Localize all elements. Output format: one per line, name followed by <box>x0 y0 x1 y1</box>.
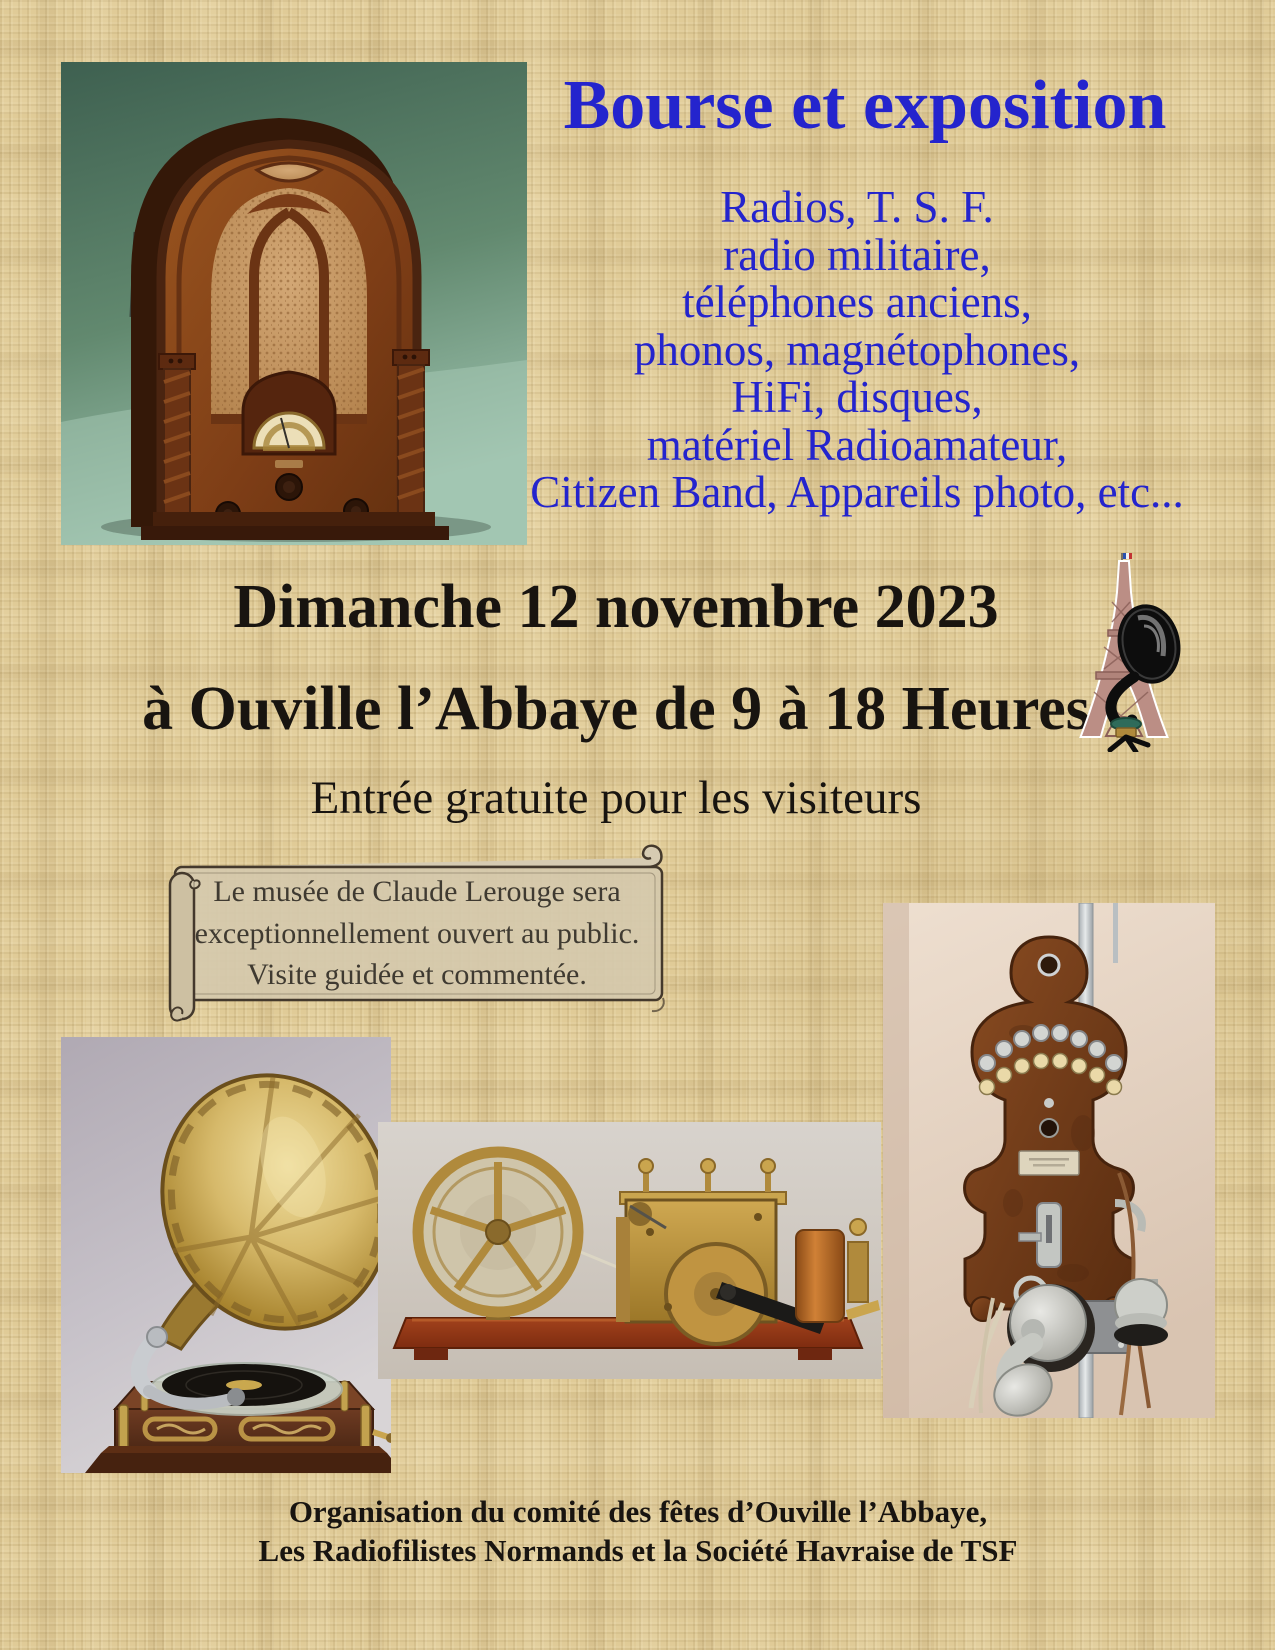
items-list <box>510 184 1204 517</box>
item-line: radio militaire, <box>723 229 991 280</box>
date-line: Dimanche 12 novembre 2023 <box>233 573 999 641</box>
scroll-line: exceptionnellement ouvert au public. <box>194 916 640 950</box>
cathedral-radio-photo <box>61 62 527 545</box>
item-line: HiFi, disques, <box>731 372 983 422</box>
footer-line-2: Les Radiofilistes Normands et la Société Havraise de TSF <box>258 1533 1018 1568</box>
item-line: phonos, magnétophones, <box>633 324 1081 375</box>
item-line: Radios, T. S. F. <box>720 182 994 232</box>
item-line: matériel Radioamateur, <box>646 419 1068 470</box>
scroll-text <box>180 871 654 996</box>
wall-telephone-photo <box>883 903 1215 1418</box>
poster-title: Bourse et exposition <box>563 67 1167 144</box>
item-line: téléphones anciens, <box>682 277 1032 327</box>
morse-telegraph-photo <box>378 1122 881 1379</box>
telegraph-illustration <box>378 1122 881 1379</box>
item-line: Citizen Band, Appareils photo, etc... <box>530 467 1184 517</box>
wall-telephone-illustration <box>883 903 1215 1418</box>
venue-line: à Ouville l’Abbaye de 9 à 18 Heures <box>142 675 1090 743</box>
gramophone-photo <box>61 1037 391 1473</box>
scroll-line: Visite guidée et commentée. <box>247 958 587 991</box>
gramophone-illustration <box>61 1037 391 1473</box>
museum-note-scroll <box>160 835 680 1035</box>
eiffel-gramophone-icon <box>1052 552 1192 752</box>
scroll-line: Le musée de Claude Lerouge sera <box>213 875 621 908</box>
free-entry-line: Entrée gratuite pour les visiteurs <box>310 772 922 824</box>
eiffel-tower-gramophone-clipart <box>1052 552 1192 752</box>
cathedral-radio-illustration <box>61 62 527 545</box>
footer-line-1: Organisation du comité des fêtes d’Ouville l’Abbaye, <box>288 1494 988 1529</box>
